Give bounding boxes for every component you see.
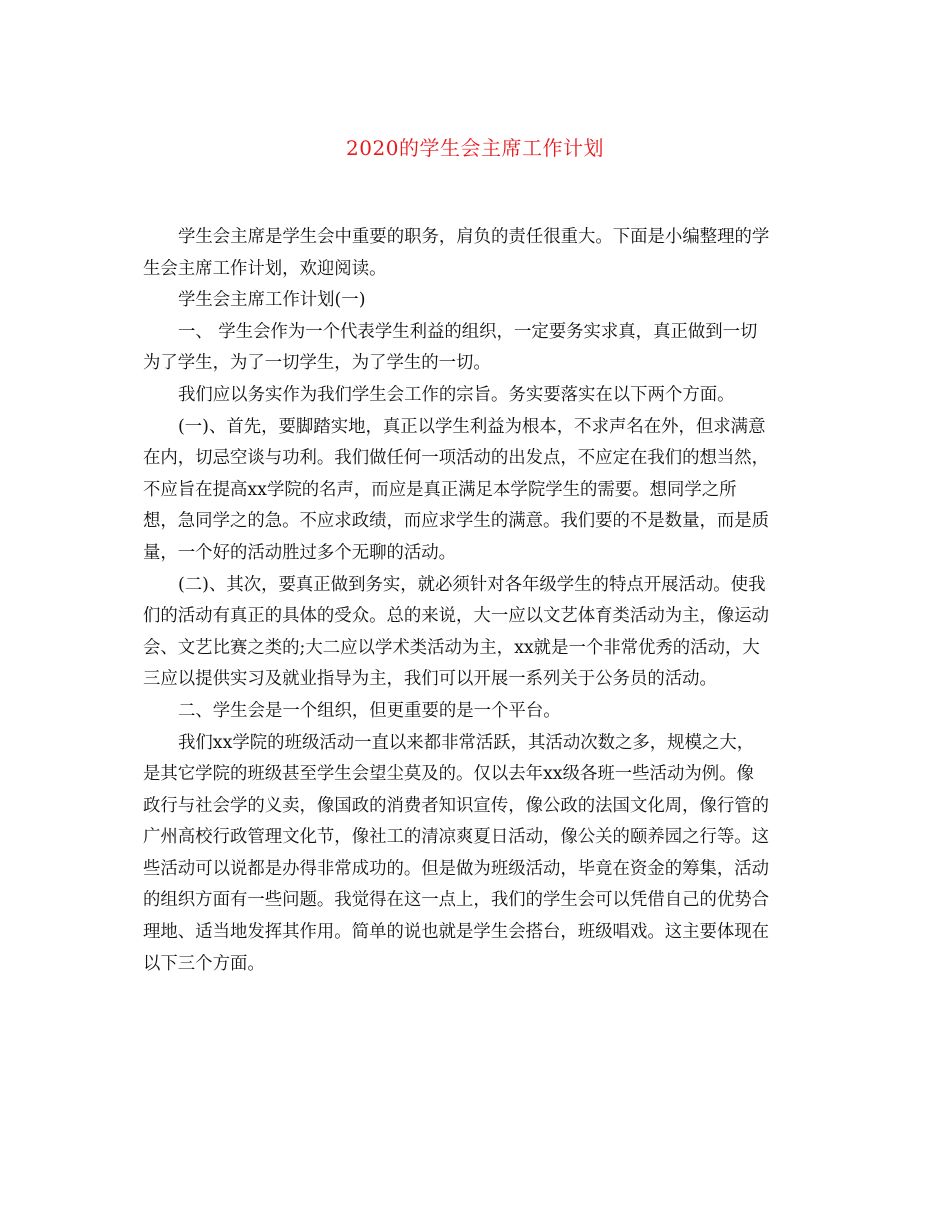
text-line: 二、学生会是一个组织，但更重要的是一个平台。 (178, 700, 561, 721)
text-line: 我们应以务实作为我们学生会工作的宗旨。务实要落实在以下两个方面。 (178, 384, 735, 405)
document-title: 2020的学生会主席工作计划 (346, 136, 604, 160)
text-line: 想，急同学之的急。不应求政绩，而应求学生的满意。我们要的不是数量，而是质 (143, 511, 770, 532)
text-line: 们的活动有真正的具体的受众。总的来说，大一应以文艺体育类活动为主，像运动 (143, 606, 770, 627)
document-body (143, 222, 813, 980)
text-line: 理地、适当地发挥其作用。简单的说也就是学生会搭台，班级唱戏。这主要体现在 (143, 922, 770, 943)
text-line: 我们xx学院的班级活动一直以来都非常活跃，其活动次数之多，规模之大， (178, 732, 755, 753)
text-line: 以下三个方面。 (143, 953, 265, 974)
text-line: 生会主席工作计划，欢迎阅读。 (143, 258, 387, 279)
text-line: 不应旨在提高xx学院的名声，而应是真正满足本学院学生的需要。想同学之所 (143, 479, 737, 500)
text-line: 会、文艺比赛之类的;大二应以学术类活动为主，xx就是一个非常优秀的活动，大 (143, 637, 760, 658)
text-line: 学生会主席是学生会中重要的职务，肩负的责任很重大。下面是小编整理的学 (178, 227, 770, 247)
text-line: 一、 学生会作为一个代表学生利益的组织，一定要务实求真，真正做到一切 (178, 321, 758, 342)
text-line: 政行与社会学的义卖，像国政的消费者知识宣传，像公政的法国文化周，像行管的 (143, 795, 770, 816)
text-line: (一)、首先，要脚踏实地，真正以学生利益为根本，不求声名在外，但求满意 (178, 416, 766, 437)
text-line: 些活动可以说都是办得非常成功的。但是做为班级活动，毕竟在资金的筹集，活动 (143, 858, 770, 879)
text-line: 是其它学院的班级甚至学生会望尘莫及的。仅以去年xx级各班一些活动为例。像 (143, 764, 754, 785)
text-line: 在内，切忌空谈与功利。我们做任何一项活动的出发点，不应定在我们的想当然， (143, 448, 770, 469)
text-line: 量，一个好的活动胜过多个无聊的活动。 (143, 542, 457, 563)
text-line: 为了学生，为了一切学生，为了学生的一切。 (143, 353, 491, 374)
text-line: (二)、其次，要真正做到务实，就必须针对各年级学生的特点开展活动。使我 (178, 574, 766, 595)
text-line: 三应以提供实习及就业指导为主，我们可以开展一系列关于公务员的活动。 (143, 669, 717, 690)
text-line: 广州高校行政管理文化节，像社工的清凉爽夏日活动，像公关的颐养园之行等。这 (143, 827, 770, 848)
text-line: 的组织方面有一些问题。我觉得在这一点上，我们的学生会可以凭借自己的优势合 (143, 890, 770, 911)
text-line: 学生会主席工作计划(一) (178, 290, 366, 311)
